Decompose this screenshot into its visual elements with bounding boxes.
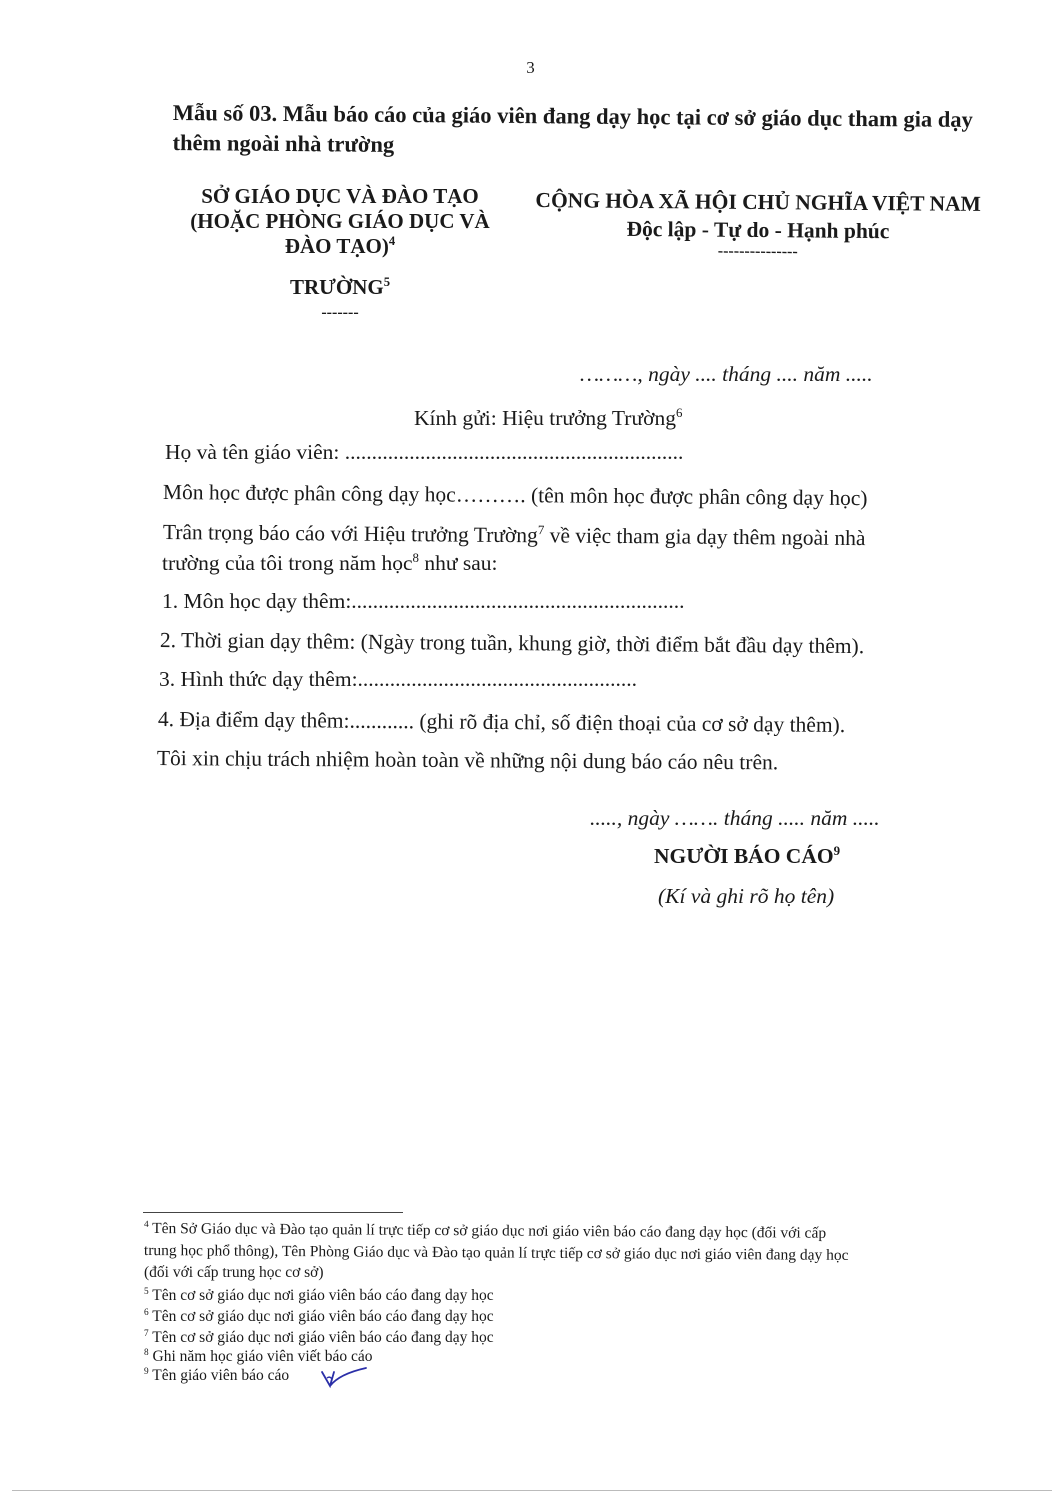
authority-line-3: ĐÀO TẠO)$^4$ [284, 234, 396, 258]
footnote-4-line-3: (đối với cấp trung học cơ sở) [144, 1264, 324, 1281]
issuing-authority-header [160, 184, 520, 325]
right-header-rule: --------------- [717, 242, 798, 261]
footnote-8: $^8$ Ghi năm học giáo viên viết báo cáo [144, 1347, 373, 1365]
footnote-ref-6: 6 [675, 405, 683, 420]
left-header-rule: ------- [321, 304, 359, 321]
date-line-top: ………, ngày .... tháng .... năm ..... [580, 362, 873, 386]
national-motto-header [508, 186, 1009, 262]
footnote-4-line-1: $^4$ Tên Sở Giáo dục và Đào tạo quản lí trực tiếp cơ sở giáo dục nơi giáo viên báo cáo đang dạy học (đối với cấp [143, 1219, 827, 1242]
footnote-4-line-2: trung học phổ thông), Tên Phòng Giáo dục và Đào tạo quản lí trực tiếp cơ sở giáo dục nơi giáo viên đang dạy học [143, 1242, 849, 1264]
authority-line-1: SỞ GIÁO DỤC VÀ ĐÀO TẠO [201, 184, 479, 208]
page-number: 3 [526, 58, 535, 77]
motto: Độc lập - Tự do - Hạnh phúc [626, 216, 890, 244]
report-intro-line-1: Trân trọng báo cáo với Hiệu trưởng Trường$^7$ về việc tham gia dạy thêm ngoài nhà [162, 520, 866, 551]
footnote-separator [143, 1212, 403, 1213]
school-label: TRƯỜNG$^5$ [289, 275, 391, 299]
footnote-5: $^5$ Tên cơ sở giáo dục nơi giáo viên báo cáo đang dạy học [144, 1286, 494, 1304]
teacher-name-field: Họ và tên giáo viên: ............................................................... [165, 440, 684, 464]
signer-title: NGƯỜI BÁO CÁO$^9$ [654, 843, 841, 868]
addressee: Kính gửi: Hiệu trưởng Trường$^6$ [414, 405, 683, 430]
commitment-statement: Tôi xin chịu trách nhiệm hoàn toàn về những nội dung báo cáo nêu trên. [156, 746, 779, 775]
country-name: CỘNG HÒA XÃ HỘI CHỦ NGHĨA VIỆT NAM [535, 188, 981, 216]
signature-date: ....., ngày ……. tháng ..... năm ..... [590, 806, 880, 830]
item-tutoring-subject: 1. Môn học dạy thêm:.............................................................. [162, 589, 685, 613]
form-title: Mẫu số 03. Mẫu báo cáo của giáo viên đang dạy học tại cơ sở giáo dục tham gia dạy thêm ngoài nhà trường [172, 99, 973, 157]
item-tutoring-location: 4. Địa điểm dạy thêm:............ (ghi rõ địa chỉ, số điện thoại của cơ sở dạy thêm). [157, 707, 846, 737]
report-intro-line-2: trường của tôi trong năm học$^8$ như sau: [162, 550, 498, 575]
assigned-subject-line: Môn học được phân công dạy học………. (tên môn học được phân công dạy học) [162, 480, 868, 511]
footnote-ref-9: 9 [833, 843, 841, 858]
signature-note: (Kí và ghi rõ họ tên) [658, 884, 835, 908]
footnote-ref-4: 4 [388, 234, 396, 248]
initials-scribble [318, 1364, 370, 1394]
page-bottom-edge [12, 1490, 1052, 1491]
authority-line-2: (HOẶC PHÒNG GIÁO DỤC VÀ [190, 209, 490, 233]
footnote-ref-5: 5 [383, 275, 391, 289]
footnote-9: $^9$ Tên giáo viên báo cáo [144, 1366, 290, 1384]
footnote-ref-7: 7 [537, 523, 545, 538]
footnote-6: $^6$ Tên cơ sở giáo dục nơi giáo viên báo cáo đang dạy học [144, 1307, 494, 1325]
item-tutoring-time: 2. Thời gian dạy thêm: (Ngày trong tuần, khung giờ, thời điểm bắt đầu dạy thêm). [159, 628, 865, 659]
footnote-ref-8: 8 [412, 550, 419, 565]
item-tutoring-format: 3. Hình thức dạy thêm:.................................................... [159, 667, 638, 691]
footnote-7: $^7$ Tên cơ sở giáo dục nơi giáo viên báo cáo đang dạy học [144, 1328, 494, 1346]
